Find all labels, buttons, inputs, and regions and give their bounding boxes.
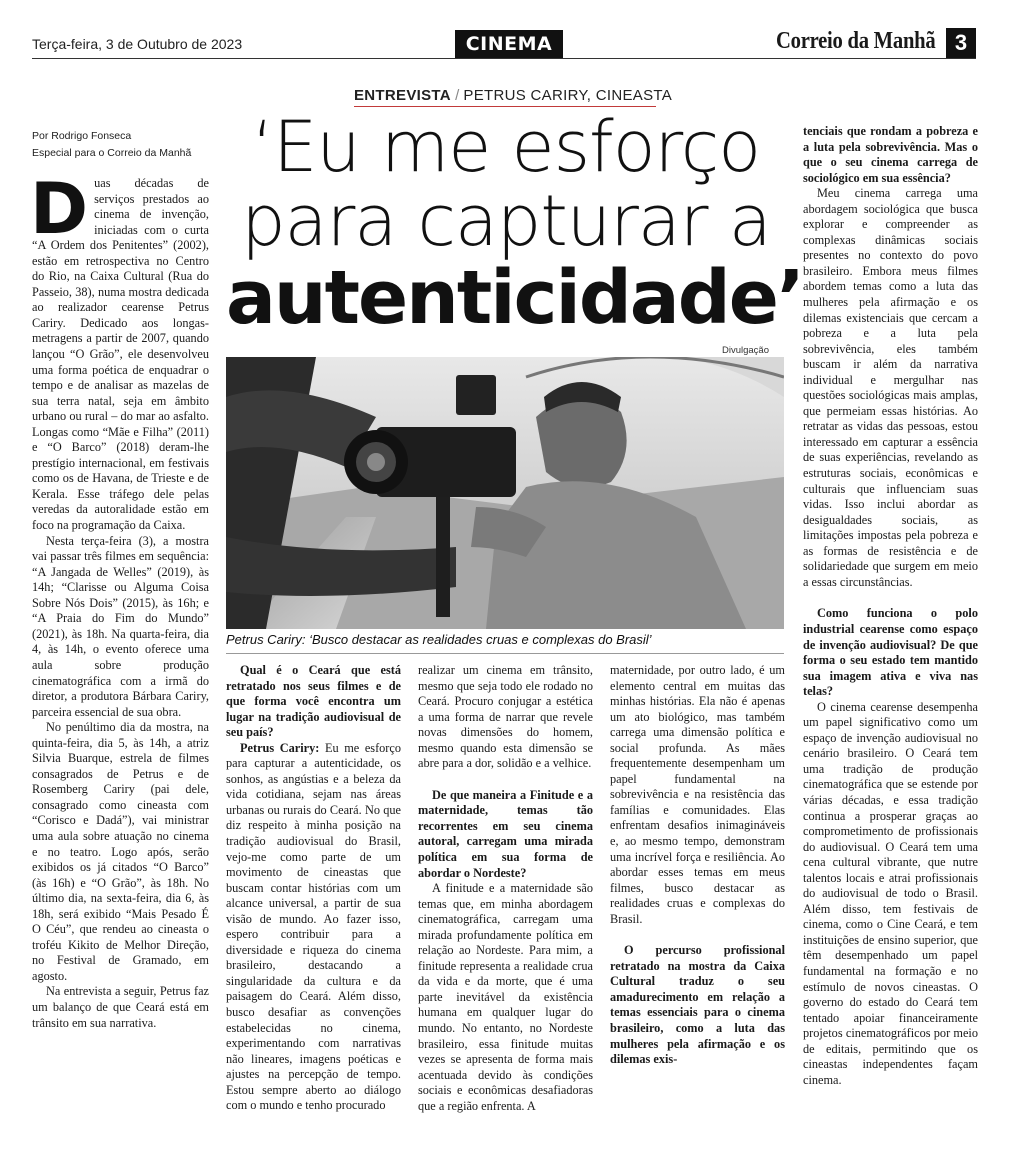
section-label: CINEMA	[455, 30, 563, 58]
answer-2-continued: maternidade, por outro lado, é um elemento central em muitas das minhas histórias. Ela não é apenas um ato biológico, mas também carrega uma dimensão política e social profunda. As mães frequentemente desempenham um papel fundamental na sobrevivência e na resistência das famílias e comunidades. Elas enfrentam desafios inimagináveis e, ao mesmo tempo, demonstram uma incrível força e resiliência. Ao abordar esses temas em meus filmes, busco destacar as realidades cruas e complexas do Brasil.	[610, 663, 785, 926]
kicker-subject: PETRUS CARIRY, CINEASTA	[463, 87, 673, 104]
answer-4: O cinema cearense desempenha um papel significativo como um espaço de invenção audiovisual no cenário brasileiro. O Ceará tem uma tradição de produção cinematográfica que se estende por várias décadas, e essa tradição continua a prosperar graças ao comprometimento de profissionais do audiovisual. O Ceará tem uma cena cultural vibrante, que nutre talentos locais e atrai profissionais do audiovisual de todo o Brasil. Além disso, tem festivais de cinema, como o Cine Ceará, e tem instituições de ensino superior, que têm desempenhado um papel fundamental na formação e no estímulo de novos cineastas. O governo do estado do Ceará tem tentado apoiar financeiramente projetos cinematográficos por meio de editais, permitindo que os cineastas independentes façam cinema.	[803, 699, 978, 1087]
question-1: Qual é o Ceará que está retratado nos seus filmes e de que forma você encontra um lugar na tradição audiovisual de seu país?	[226, 663, 401, 740]
headline-line-2: para capturar a	[241, 180, 771, 262]
header-rule	[32, 58, 976, 59]
answer-3: Meu cinema carrega uma abordagem sociológica que busca explorar e compreender as complexas dinâmicas sociais presentes no contexto do povo brasileiro. Embora meus filmes abordem temas como a luta das mulheres pela afirmação e os dilemas existenciais que cercam a pobreza e a luta pela sobrevivência, eles também buscam ir além da narrativa individual e mergulhar nas questões sociológicas mais amplas, que permeiam essas histórias. Ao retratar as vidas das pessoas, estou interessado em capturar a essência de suas experiências, revelando as estruturas sociais, econômicas e culturais que influenciam suas vidas. Isso inclui abordar as desigualdades sociais, as limitações impostas pela pobreza e as formas de resistência e de solidariedade que surgem em meio a essas circunstâncias.	[803, 186, 978, 589]
intro-paragraph-1	[30, 168, 209, 534]
article-column-1	[30, 168, 209, 1031]
question-3-part-2: tenciais que rondam a pobreza e a luta pela sobrevivência. Mas o que o seu cinema carrega de sociológico em sua essência?	[803, 124, 978, 185]
newspaper-name: Correio da Manhã	[776, 28, 936, 54]
answer-1-continued: realizar um cinema em trânsito, mesmo que seja todo ele rodado no Ceará. Procuro conjugar a estética a uma forma de narrar que revele novas dimensões do homem, mesmo quando esta dimensão se abre para a dor, solidão e a velhice.	[418, 663, 593, 771]
answer-1-text: Eu me esforço para capturar a autenticidade, os sonhos, as angústias e a beleza da vida cotidiana, sejam nas áreas urbanas ou rurais do Ceará. No que diz respeito à minha posição na tradição audiovisual do Brasil, vejo-me como parte de um movimento de cineastas que buscam contar histórias com um alcance universal, a partir de sua visão de mundo. Ao fazer isso, espero contribuir para a diversidade e riqueza do cinema brasileiro, destacando a singularidade da cultura e da paisagem do Ceará. Além disso, busco desafiar as convenções estabelecidas no cinema, experimentando com narrativas não lineares, imagens poéticas e ajustes na percepção de tempo. Estou sempre aberto ao diálogo com o mundo e tenho procurado	[226, 740, 402, 1113]
byline-author: Por Rodrigo Fonseca	[32, 130, 132, 142]
speaker-name: Petrus Cariry:	[240, 740, 320, 755]
intro-text-1: uas décadas de serviços prestados ao cinema de invenção, iniciadas com o curta “A Ordem dos Penitentes” (2002), estão em retrospectiva no Centro do Rio, na Caixa Cultural (Rua do Passeio, 38), numa mostra dedicada ao realizador cearense Petrus Cariry. Dedicado aos longas-metragens a partir de 2007, quando lançou “O Grão”, ele desenvolveu uma forma poética de enquadrar o tempo e de analisar as mazelas de sua terra natal, seja em âmbito urbano ou rural – do mar ao asfalto. Longas como “Mãe e Filha” (2011) e “O Barco” (2018) deram-lhe prestígio internacional, em festivais como os de Havana, de Trieste e de Kerala. Esse tráfego dele pelas veredas da autoralidade estão em foco na programação da Caixa.	[32, 176, 209, 533]
article-column-5	[803, 124, 978, 1088]
article-photo	[226, 357, 784, 629]
answer-1	[226, 741, 401, 1114]
byline	[32, 128, 191, 162]
article-column-3	[418, 663, 593, 1114]
headline	[226, 106, 804, 341]
intro-paragraph-3: No penúltimo dia da mostra, na quinta-feira, dia 5, às 14h, a atriz Silvia Buarque, estrela de filmes consagrados de Petrus e de Rosemberg Cariry (pai dele, consagrado como cineasta com “Corisco e Dadá”), vai ministrar uma aula sobre atuação no cinema e no teatro. Logo após, serão exibidos os já citados “O Barco” (às 16h) e “O Grão”, às 18h. No último dia, na sexta-feira, dia 6, às 18h, será exibido “Mais Pesado É O Céu”, que rendeu ao cineasta o troféu Kikito de Melhor Direção, no Festival de Gramado, em agosto.	[32, 720, 209, 983]
article-column-4	[610, 663, 785, 1068]
kicker	[354, 87, 672, 104]
page-number: 3	[946, 28, 976, 58]
headline-line-3: autenticidade’	[226, 255, 804, 341]
question-3-part-1: O percurso profissional retratado na mostra da Caixa Cultural traduz o seu amadurecimento em relação a temas essenciais para o cinema brasileiro, como a luta das mulheres pela afirmação e os dilemas exis-	[610, 943, 785, 1067]
photo-caption: Petrus Cariry: ‘Busco destacar as realidades cruas e complexas do Brasil’	[226, 632, 652, 647]
byline-role: Especial para o Correio da Manhã	[32, 147, 192, 159]
kicker-type: ENTREVISTA	[354, 87, 451, 104]
question-4: Como funciona o polo industrial cearense como espaço de invenção audiovisual? De que forma o seu estado tem mantido sua imagem ativa e viva nas telas?	[803, 606, 978, 699]
photo-credit: Divulgação	[722, 345, 769, 356]
intro-paragraph-4: Na entrevista a seguir, Petrus faz um balanço de que Ceará está em trânsito em sua narrativa.	[32, 984, 209, 1030]
article-column-2	[226, 663, 401, 1114]
drop-cap: D	[30, 168, 89, 250]
intro-paragraph-2: Nesta terça-feira (3), a mostra vai passar três filmes em sequência: “A Jangada de Welles” (2019), às 14h; “Clarisse ou Alguma Coisa Sobre Nós Dois” (2015), às 16h; e “A Praia do Fim do Mundo” (2021), às 18h. Na quarta-feira, dia 4, às 14h, o evento oferece uma aula sobre produção cinematográfica com a irmã do diretor, a produtora Bárbara Cariry, parceira essencial de sua obra.	[32, 533, 209, 719]
kicker-separator: /	[450, 87, 464, 104]
issue-date: Terça-feira, 3 de Outubro de 2023	[32, 36, 243, 52]
answer-2: A finitude e a maternidade são temas que, em minha abordagem cinematográfica, carregam uma mirada profundamente política em relação ao Nordeste. Para mim, a finitude representa a realidade crua da vida e da morte, que é uma parte inevitável da existência humana em qualquer lugar do mundo. No entanto, no Nordeste brasileiro, essa finitude muitas vezes se apresenta de forma mais acentuada devido às condições sociais e econômicas desafiadoras que a região enfrenta. A	[418, 881, 593, 1113]
caption-rule	[226, 653, 784, 654]
photo-illustration	[226, 357, 784, 629]
headline-line-1: ‘Eu me esforço	[251, 106, 761, 188]
question-2: De que maneira a Finitude e a maternidade, temas tão recorrentes em seu cinema autoral, carregam uma mirada política em sua forma de abordar o Nordeste?	[418, 787, 593, 880]
